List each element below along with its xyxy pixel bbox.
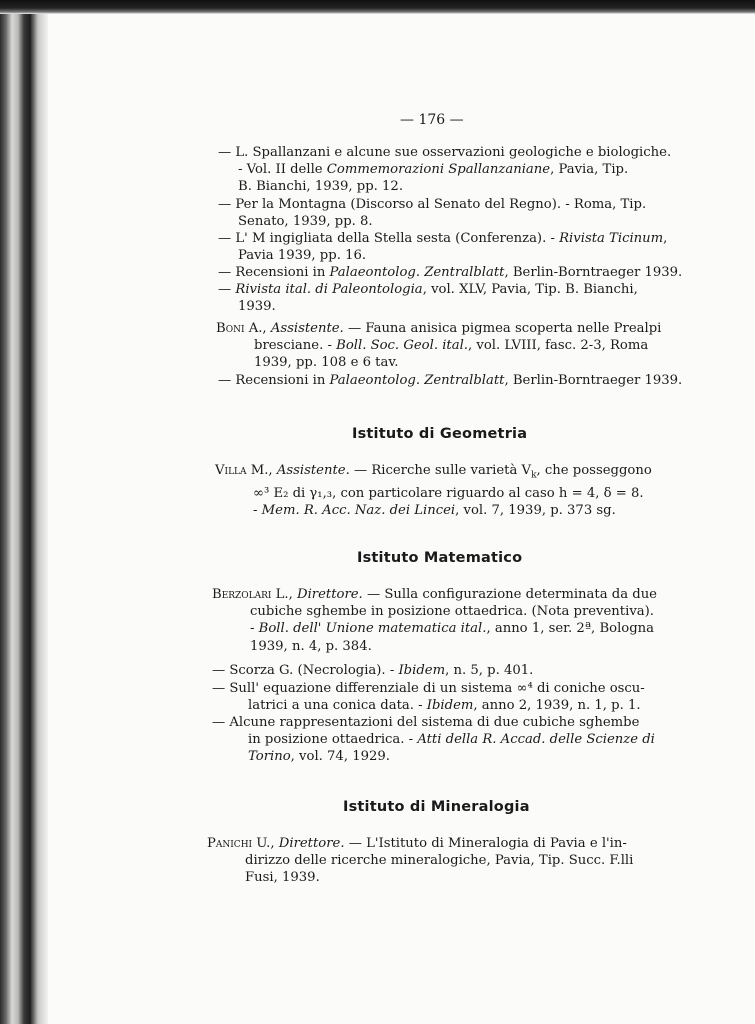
bibliography-entry-scorza: — Scorza G. (Necrologia). - Ibidem, n. 5, p. 401. [212, 663, 534, 678]
bibliography-entry-equazione: — Sull' equazione differenziale di un sistema ∞⁴ di coniche oscu- latrici a una conica data. - Ibidem, anno 2, 1939, n. 1, p. 1. [212, 681, 645, 714]
bibliography-entry-berzolari: Berzolari L., Direttore. — Sulla configurazione determinata da due cubiche sghembe in posizione ottaedrica. (Nota preventiva). - Boll. dell' Unione matematica ital., anno 1, ser. 2ª, Bologna 1939, n. 4, p. 384. [212, 587, 657, 654]
bibliography-entry-panichi: Panichi U., Direttore. — L'Istituto di Mineralogia di Pavia e l'in- dirizzo delle ricerche mineralogiche, Pavia, Tip. Succ. F.lli Fusi, 1939. [207, 836, 634, 886]
bibliography-entry-rappresentazioni: — Alcune rappresentazioni del sistema di due cubiche sghembe in posizione ottaedrica. - Atti della R. Accad. delle Scienze di Torino, vol. 74, 1929. [212, 715, 655, 765]
section-heading-mineralogia: Istituto di Mineralogia [343, 799, 530, 815]
bibliography-entry-montagna: — Per la Montagna (Discorso al Senato del Regno). - Roma, Tip. Senato, 1939, pp. 8. [218, 197, 647, 230]
bibliography-entry-boni: Boni A., Assistente. — Fauna anisica pigmea scoperta nelle Prealpi bresciane. - Boll. Soc. Geol. ital., vol. LVIII, fasc. 2-3, Roma 1939, pp. 108 e 6 tav. — Recensioni in Palaeontolog. Zentralblatt, Berlin-Borntraeger 1939. [216, 321, 683, 388]
bibliography-entry-spallanzani: — L. Spallanzani e alcune sue osservazioni geologiche e biologiche. - Vol. II delle Commemorazioni Spallanzaniane, Pavia, Tip. B. Bianchi, 1939, pp. 12. [218, 145, 672, 195]
bibliography-entry-recensioni: — Recensioni in Palaeontolog. Zentralblatt, Berlin-Borntraeger 1939. [218, 265, 683, 280]
section-heading-matematico: Istituto Matematico [357, 550, 523, 566]
scan-top-edge [0, 0, 755, 14]
bibliography-entry-rivista: — Rivista ital. di Paleontologia, vol. XLV, Pavia, Tip. B. Bianchi, 1939. [218, 282, 638, 315]
bibliography-entry-m-ingigliata: — L' M ingigliata della Stella sesta (Conferenza). - Rivista Ticinum, Pavia 1939, pp. 16. [218, 231, 668, 264]
page-number: — 176 — [400, 112, 464, 128]
section-heading-geometria: Istituto di Geometria [352, 426, 528, 442]
bibliography-entry-villa: Villa M., Assistente. — Ricerche sulle varietà $V_k$, che posseggono ∞³ E₂ di γ₁,₃, con particolare riguardo al caso h = 4, δ = 8. - Mem. R. Acc. Naz. dei Lincei, vol. 7, 1939, p. 373 sg. [215, 463, 652, 519]
book-binding-edge [0, 0, 48, 1024]
